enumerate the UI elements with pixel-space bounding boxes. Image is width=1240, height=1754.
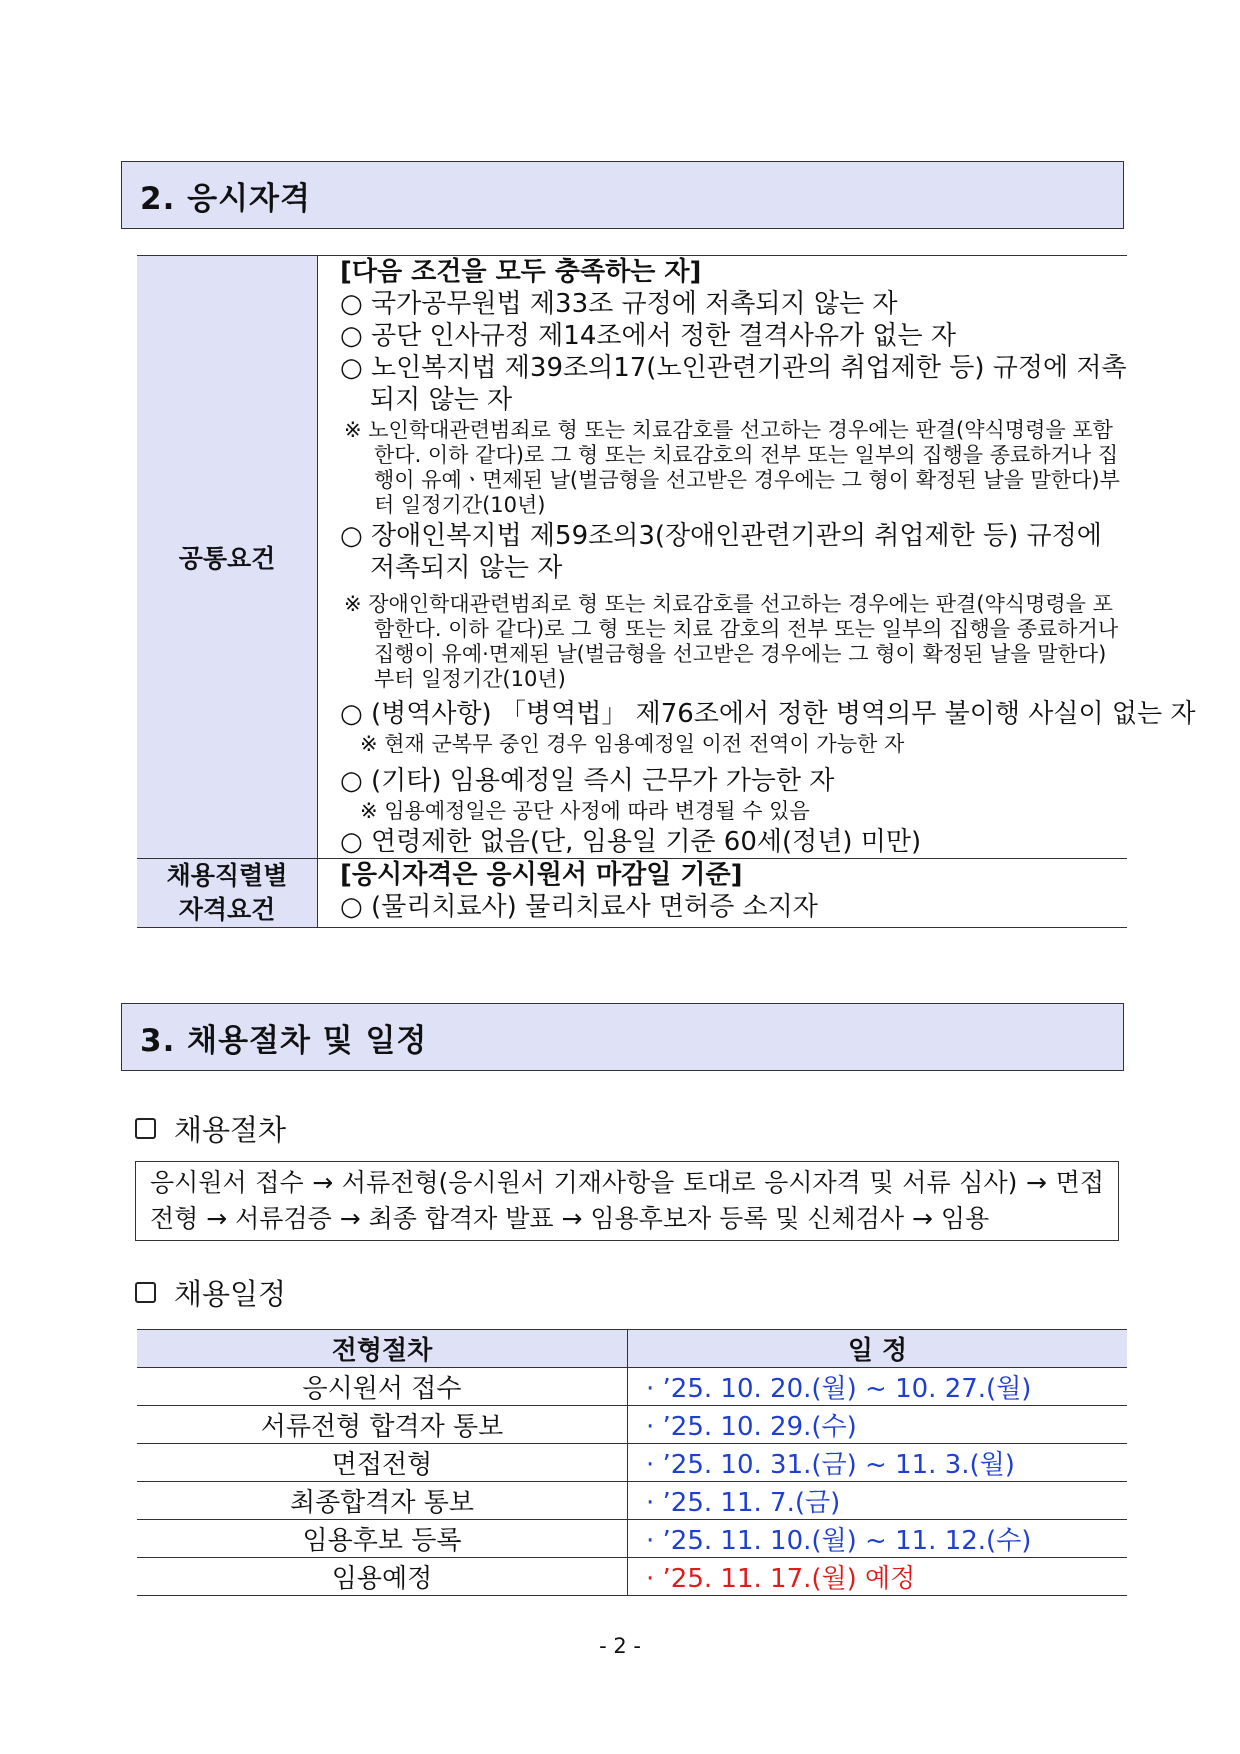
qualification-table	[137, 255, 1196, 928]
schedule-step: 임용후보 등록	[137, 1520, 628, 1558]
common-item-6: ○ (기타) 임용예정일 즉시 근무가 가능한 자	[340, 766, 835, 796]
common-requirements-content	[318, 256, 1196, 859]
schedule-table	[137, 1329, 1127, 1596]
common-requirements-row	[137, 256, 1127, 859]
common-requirements-label: 공통요건	[137, 256, 318, 859]
common-item-4-line2: 저촉되지 않는 자	[370, 553, 563, 583]
schedule-heading	[135, 1272, 286, 1313]
procedure-text: 응시원서 접수 → 서류전형(응시원서 기재사항을 토대로 응시자격 및 서류 심사) → 면접전형 → 서류검증 → 최종 합격자 발표 → 임용후보자 등록 및 신체검사 → 임용	[150, 1168, 1104, 1233]
table-row	[137, 1520, 1127, 1558]
common-note-6: ※ 임용예정일은 공단 사정에 따라 변경될 수 있음	[360, 799, 810, 823]
job-item-1: ○ (물리치료사) 물리치료사 면허증 소지자	[340, 892, 818, 922]
job-header: [응시자격은 응시원서 마감일 기준]	[340, 860, 743, 890]
procedure-heading-text: 채용절차	[174, 1113, 287, 1147]
schedule-step: 응시원서 접수	[137, 1368, 628, 1406]
common-item-5: ○ (병역사항) 「병역법」 제76조에서 정한 병역의무 불이행 사실이 없는 자	[340, 699, 1196, 729]
schedule-heading-text: 채용일정	[174, 1277, 287, 1311]
job-requirements-content	[318, 859, 1128, 928]
table-row	[137, 1406, 1127, 1444]
common-item-3-line1: ○ 노인복지법 제39조의17(노인관련기관의 취업제한 등) 규정에 저촉	[340, 353, 1127, 383]
checkbox-icon	[135, 1282, 156, 1303]
schedule-date: · ’25. 10. 31.(금) ~ 11. 3.(월)	[628, 1444, 1128, 1482]
table-row	[137, 1444, 1127, 1482]
job-requirements-row	[137, 859, 1127, 928]
section-3-heading	[121, 1003, 1124, 1071]
section-3-title: 3. 채용절차 및 일정	[140, 1022, 428, 1059]
schedule-col-date: 일 정	[628, 1330, 1128, 1368]
table-row	[137, 1558, 1127, 1596]
common-item-4-line1: ○ 장애인복지법 제59조의3(장애인관련기관의 취업제한 등) 규정에	[340, 521, 1102, 551]
common-item-3-line2: 되지 않는 자	[370, 385, 513, 415]
page-number: - 2 -	[599, 1634, 641, 1658]
job-label-line2: 자격요건	[178, 895, 276, 924]
common-note-3: ※ 노인학대관련범죄로 형 또는 치료감호를 선고하는 경우에는 판결(약식명령을 포함한다. 이하 같다)로 그 형 또는 치료감호의 전부 또는 일부의 집행을 종료하거나 집행이 유예ㆍ면제된 날(벌금형을 선고받은 경우에는 그 형이 확정된 날을 말한다)부터 일정기간(10년)	[344, 418, 1120, 517]
schedule-col-step: 전형절차	[137, 1330, 628, 1368]
common-header: [다음 조건을 모두 충족하는 자]	[340, 257, 702, 287]
common-item-7: ○ 연령제한 없음(단, 임용일 기준 60세(정년) 미만)	[340, 827, 922, 857]
table-row	[137, 1482, 1127, 1520]
schedule-date: · ’25. 11. 17.(월) 예정	[628, 1558, 1128, 1596]
section-2-title: 2. 응시자격	[140, 180, 311, 217]
procedure-heading	[135, 1108, 286, 1149]
checkbox-icon	[135, 1118, 156, 1139]
schedule-step: 서류전형 합격자 통보	[137, 1406, 628, 1444]
common-item-2: ○ 공단 인사규정 제14조에서 정한 결격사유가 없는 자	[340, 321, 956, 351]
common-note-5: ※ 현재 군복무 중인 경우 임용예정일 이전 전역이 가능한 자	[360, 732, 905, 756]
schedule-step: 최종합격자 통보	[137, 1482, 628, 1520]
schedule-header-row	[137, 1330, 1127, 1368]
schedule-date: · ’25. 11. 10.(월) ~ 11. 12.(수)	[628, 1520, 1128, 1558]
job-label-line1: 채용직렬별	[166, 861, 288, 890]
common-item-1: ○ 국가공무원법 제33조 규정에 저촉되지 않는 자	[340, 289, 898, 319]
schedule-date: · ’25. 10. 20.(월) ~ 10. 27.(월)	[628, 1368, 1128, 1406]
schedule-step: 면접전형	[137, 1444, 628, 1482]
job-requirements-label	[137, 859, 318, 928]
schedule-date: · ’25. 11. 7.(금)	[628, 1482, 1128, 1520]
schedule-date: · ’25. 10. 29.(수)	[628, 1406, 1128, 1444]
section-2-heading	[121, 161, 1124, 229]
common-note-4: ※ 장애인학대관련범죄로 형 또는 치료감호를 선고하는 경우에는 판결(약식명령을 포함한다. 이하 같다)로 그 형 또는 치료 감호의 전부 또는 일부의 집행을 종료하거나 집행이 유예·면제된 날(벌금형을 선고받은 경우에는 그 형이 확정된 날을 말한다)부터 일정기간(10년)	[344, 592, 1119, 691]
procedure-box	[135, 1161, 1119, 1241]
table-row	[137, 1368, 1127, 1406]
schedule-step: 임용예정	[137, 1558, 628, 1596]
